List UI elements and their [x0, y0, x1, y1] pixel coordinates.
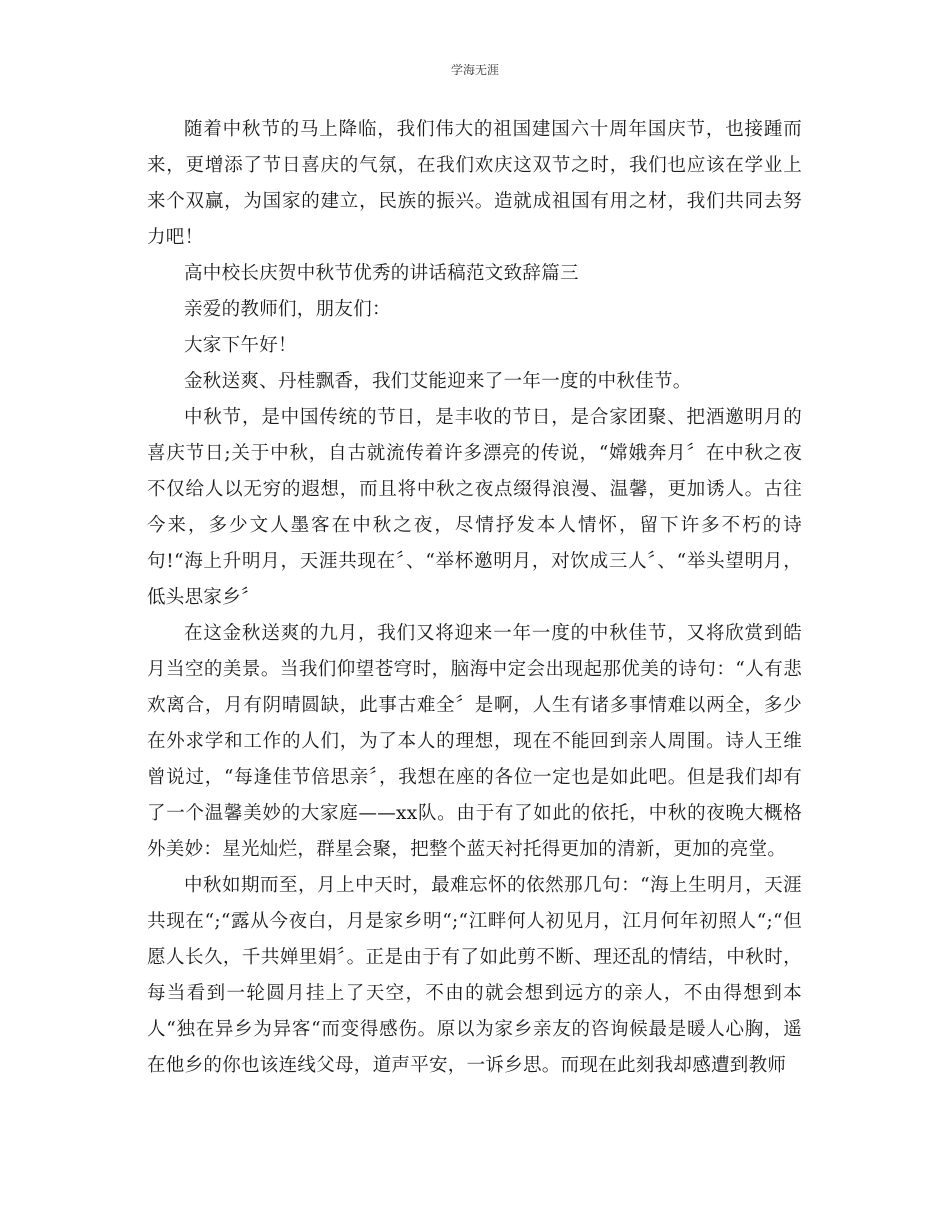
paragraph-opening: 金秋送爽、丹桂飘香，我们艾能迎来了一年一度的中秋佳节。	[184, 371, 692, 392]
page-header: 学海无涯	[450, 63, 499, 77]
section-title: 高中校长庆贺中秋节优秀的讲话稿范文致辞篇三	[184, 263, 579, 284]
paragraph-poems: 中秋如期而至，月上中天时，最难忘怀的依然那几句：“海上生明月，天涯共现在“;“露从今夜白，月是家乡明“;“江畔何人初见月，江月何年初照人“;“但愿人长久，千共婵里娟〞。正是由于有了如此剪不断、理还乱的情结，中秋时，每当看到一轮圆月挂上了天空，不由的就会想到远方的亲人，不由得想到本人“独在异乡为异客“而变得感伤。原以为家乡亲友的咨询候最是暖人心胸，遥在他乡的你也该连线父母，道声平安，一诉乡思。而现在此刻我却感遭到教师	[147, 875, 802, 1076]
document-body	[147, 112, 802, 1084]
paragraph-legend: 中秋节，是中国传统的节日，是丰收的节日，是合家团聚、把酒邀明月的喜庆节日;关于中秋，自古就流传着许多漂亮的传说，“嫦娥奔月〞在中秋之夜不仅给人以无穷的遐想，而且将中秋之夜点缀得浪漫、温馨，更加诱人。古往今来，多少文人墨客在中秋之夜，尽情抒发本人情怀，留下许多不朽的诗句!“海上升明月，天涯共现在〞、“举杯邀明月，对饮成三人〞、“举头望明月，低头思家乡〞	[147, 407, 802, 608]
greeting: 大家下午好！	[184, 335, 297, 356]
paragraph-september: 在这金秋送爽的九月，我们又将迎来一年一度的中秋佳节，又将欣赏到皓月当空的美景。当我们仰望苍穹时，脑海中定会出现起那优美的诗句：“人有悲欢离合，月有阴晴圆缺，此事古难全〞是啊，人生有诸多事情难以两全，多少在外求学和工作的人们，为了本人的理想，现在不能回到亲人周围。诗人王维曾说过，“每逢佳节倍思亲〞，我想在座的各位一定也是如此吧。但是我们却有了一个温馨美妙的大家庭——xx队。由于有了如此的依托，中秋的夜晚大概格外美妙：星光灿烂，群星会聚，把整个蓝天衬托得更加的清新，更加的亮堂。	[147, 623, 802, 860]
paragraph-intro: 随着中秋节的马上降临，我们伟大的祖国建国六十周年国庆节，也接踵而来，更增添了节日喜庆的气氛，在我们欢庆这双节之时，我们也应该在学业上来个双赢，为国家的建立，民族的振兴。造就成祖国有用之材，我们共同去努力吧！	[147, 119, 802, 248]
salutation: 亲爱的教师们，朋友们：	[184, 299, 391, 320]
